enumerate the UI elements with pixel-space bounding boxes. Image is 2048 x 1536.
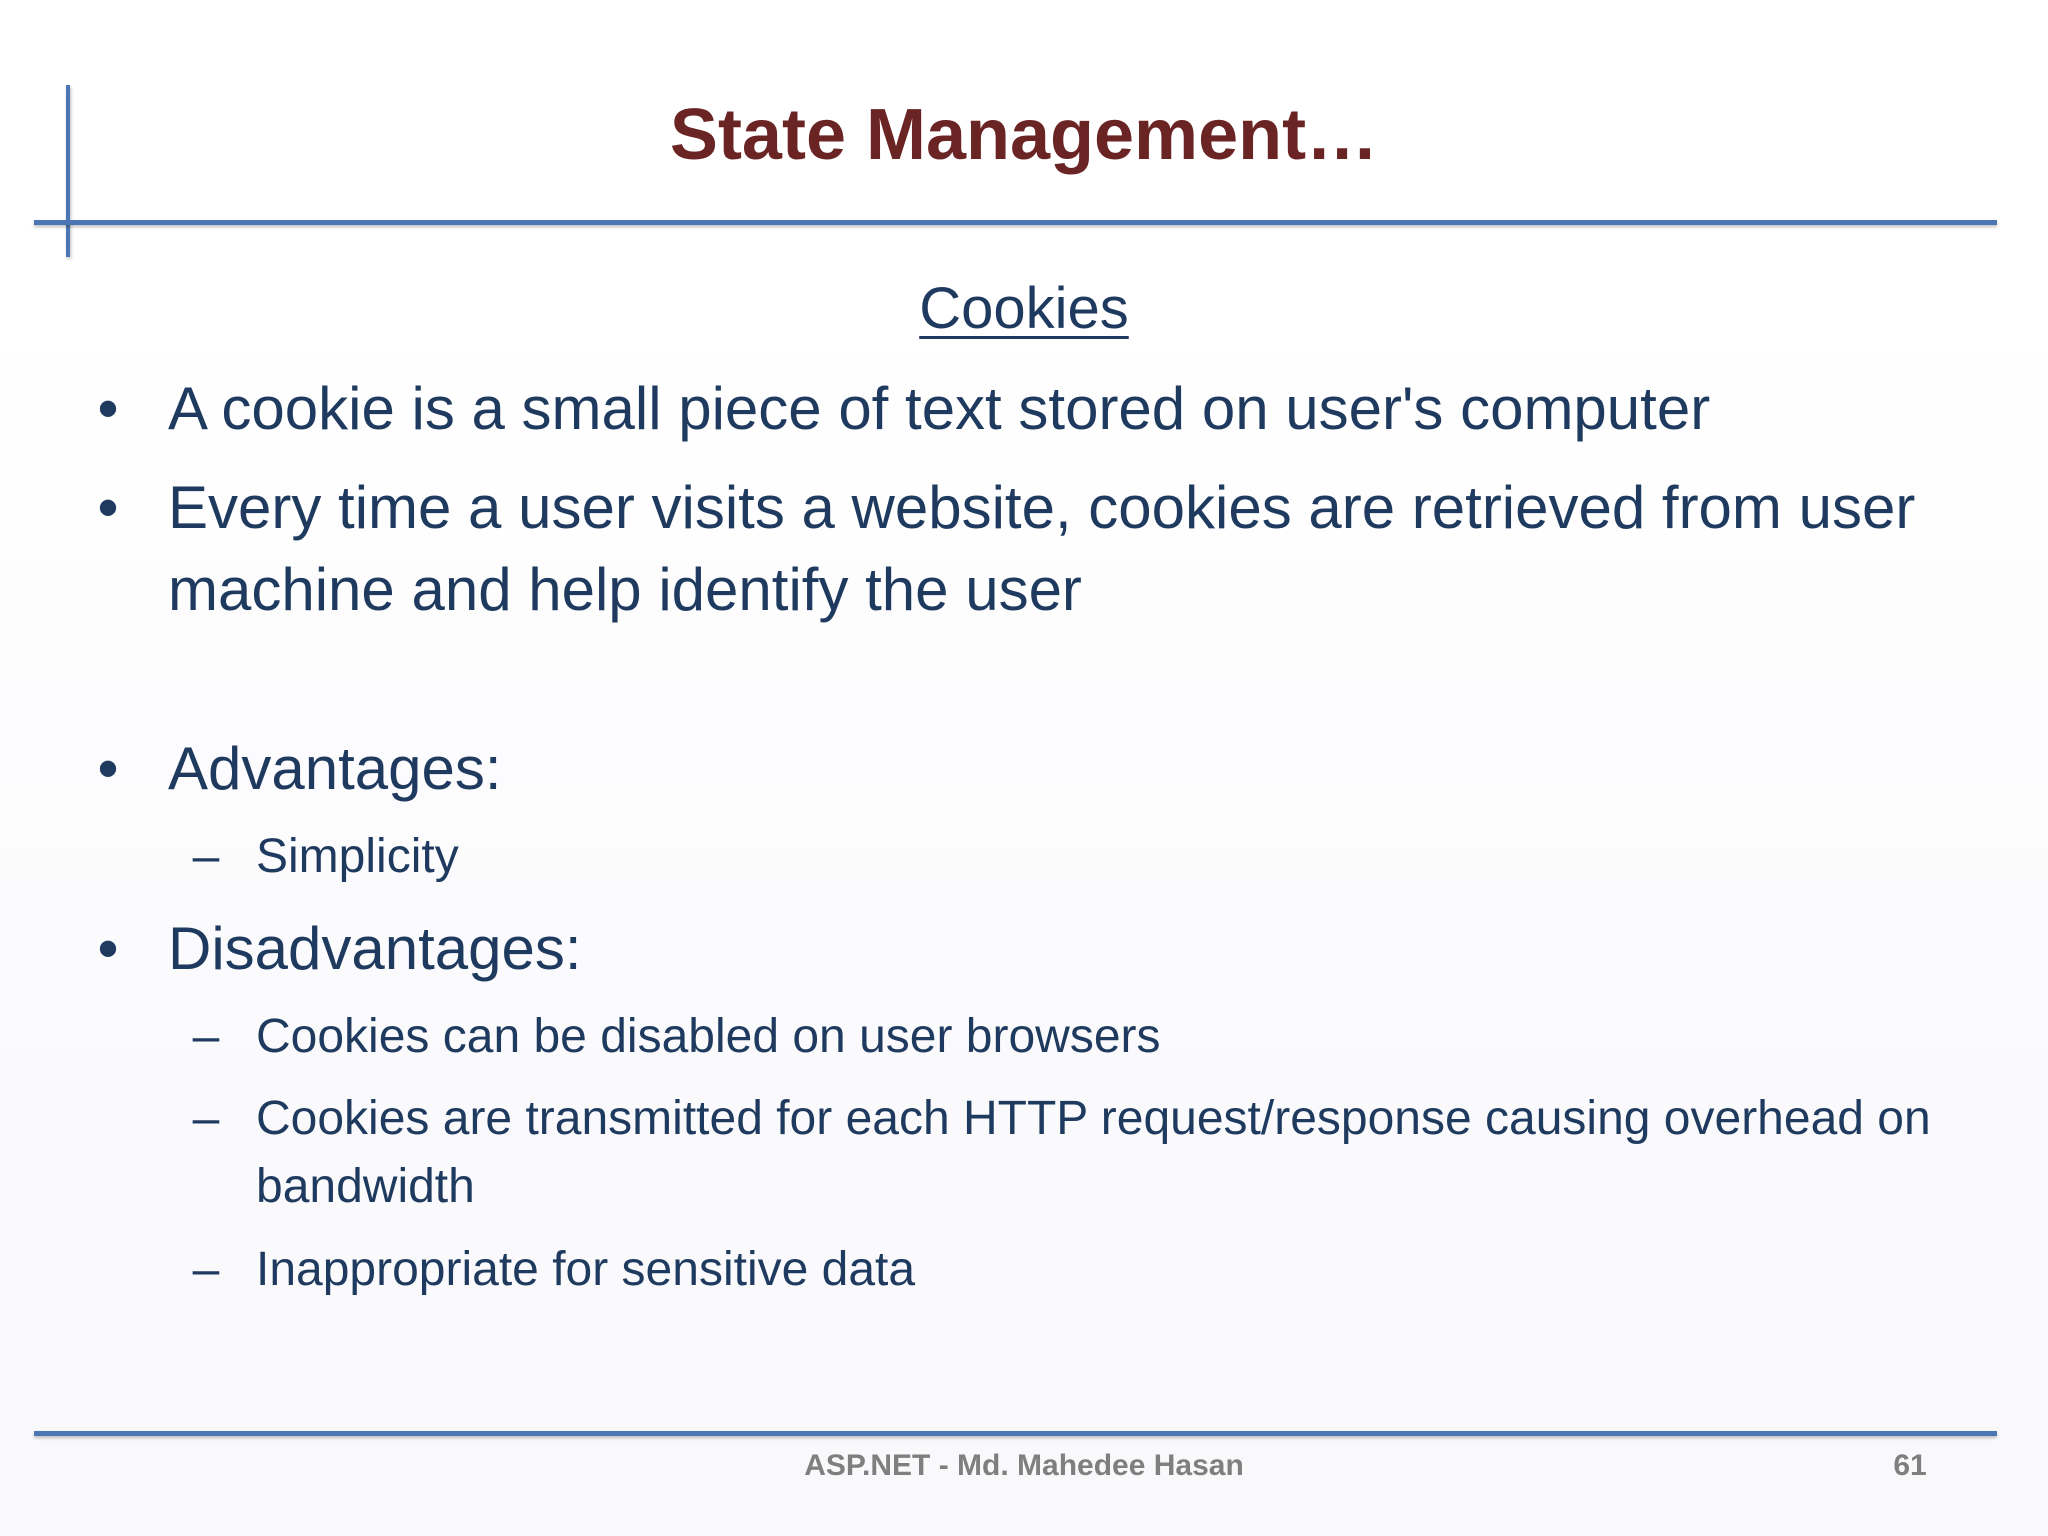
sub-bullet-text: Cookies are transmitted for each HTTP request/response causing overhead on bandwidth bbox=[256, 1092, 1931, 1213]
bullet-text: Every time a user visits a website, cookies are retrieved from user machine and help identify the user bbox=[168, 474, 1916, 623]
title-horizontal-rule bbox=[34, 220, 1997, 225]
bullet-item-cookie-definition bbox=[88, 368, 1968, 450]
sub-bullet-text: Simplicity bbox=[256, 830, 459, 883]
sub-bullet-text: Cookies can be disabled on user browsers bbox=[256, 1010, 1161, 1063]
dash-marker: – bbox=[192, 1243, 220, 1296]
dash-marker: – bbox=[192, 830, 220, 883]
subtitle-text: Cookies bbox=[919, 276, 1129, 341]
bullet-text: Advantages: bbox=[168, 735, 502, 802]
bullet-text: Disadvantages: bbox=[168, 915, 582, 982]
sub-bullet-text: Inappropriate for sensitive data bbox=[256, 1243, 916, 1296]
sub-bullet-disadvantage bbox=[186, 1236, 1946, 1304]
bullet-marker: • bbox=[97, 474, 119, 541]
footer-author: ASP.NET - Md. Mahedee Hasan bbox=[804, 1449, 1244, 1482]
bullet-marker: • bbox=[97, 375, 119, 442]
sub-bullet-advantage bbox=[186, 823, 1946, 891]
bullet-text: A cookie is a small piece of text stored on user's computer bbox=[168, 375, 1711, 442]
dash-marker: – bbox=[192, 1010, 220, 1063]
bullet-marker: • bbox=[97, 915, 119, 982]
page-number: 61 bbox=[1893, 1449, 1927, 1482]
sub-bullet-disadvantage bbox=[186, 1003, 1946, 1071]
footer-horizontal-rule bbox=[34, 1431, 1997, 1436]
slide-title: State Management… bbox=[669, 95, 1379, 175]
dash-marker: – bbox=[192, 1092, 220, 1145]
bullet-item-disadvantages bbox=[88, 908, 1968, 990]
bullet-item-cookie-retrieval bbox=[88, 467, 1968, 631]
bullet-item-advantages bbox=[88, 728, 1968, 810]
bullet-marker: • bbox=[97, 735, 119, 802]
sub-bullet-disadvantage bbox=[186, 1085, 1946, 1221]
slide-subtitle bbox=[0, 274, 2048, 344]
